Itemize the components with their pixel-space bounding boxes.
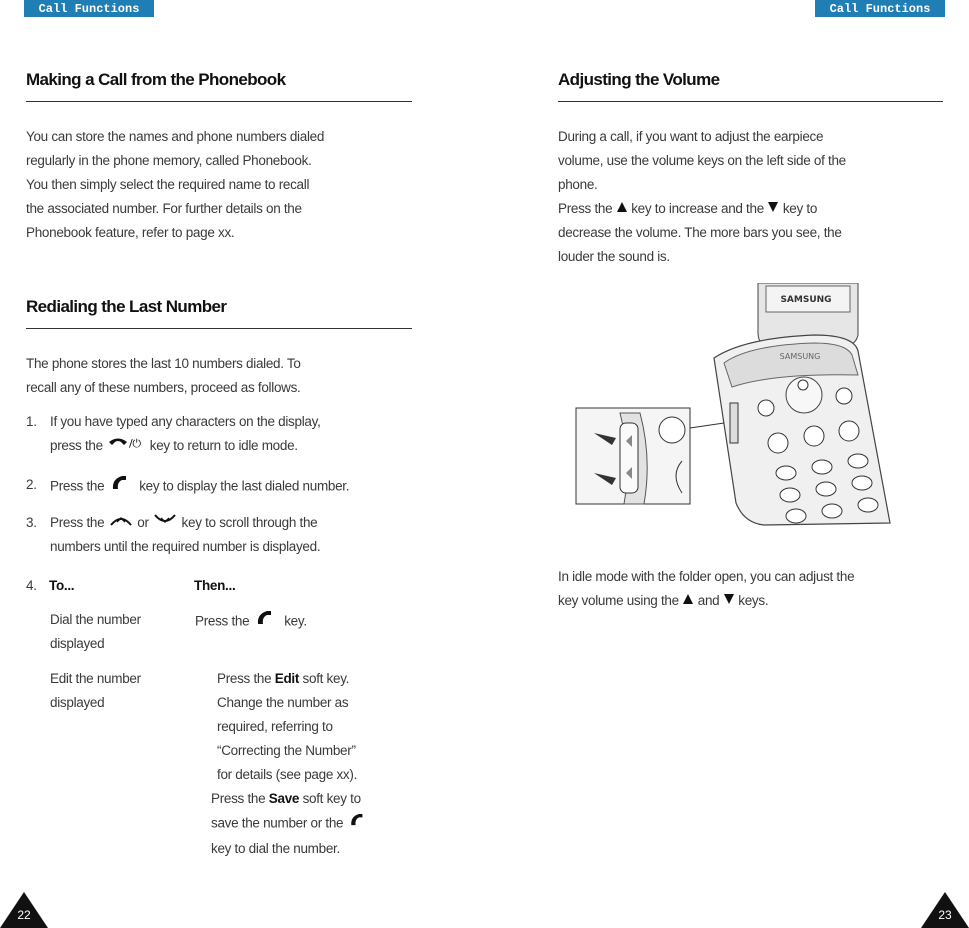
row2-then-c-pre: Press the xyxy=(211,791,266,806)
redialing-intro-line: recall any of these numbers, proceed as follows. xyxy=(26,380,301,395)
step-1 xyxy=(26,410,426,458)
step-1-post: key to return to idle mode. xyxy=(149,438,298,453)
idle-volume-text xyxy=(558,565,958,613)
volume-up-icon xyxy=(682,589,694,613)
row2-to-line: Edit the number xyxy=(50,671,141,686)
volume-down-icon xyxy=(767,197,779,221)
step-3 xyxy=(26,511,426,559)
navigation-down-key-icon xyxy=(152,511,178,535)
step-2-number: 2. xyxy=(26,477,37,492)
row2-then-c-post: soft key to xyxy=(302,791,361,806)
volume-title: Adjusting the Volume xyxy=(558,70,720,89)
redialing-intro-line: The phone stores the last 10 numbers dialed. To xyxy=(26,356,301,371)
volume-line4-mid: key to increase and the xyxy=(631,201,764,216)
redialing-title: Redialing the Last Number xyxy=(26,297,227,316)
making-call-line: regularly in the phone memory, called Phonebook. xyxy=(26,153,312,168)
step-1-line-a: If you have typed any characters on the display, xyxy=(50,414,321,429)
idle-line-1: In idle mode with the folder open, you can adjust the xyxy=(558,569,855,584)
volume-line: volume, use the volume keys on the left side of the xyxy=(558,153,846,168)
idle-line2-post: keys. xyxy=(738,593,769,608)
row1-to-line: displayed xyxy=(50,636,105,651)
step-2 xyxy=(26,473,426,501)
idle-line2-pre: key volume using the xyxy=(558,593,679,608)
row2-then-d-pre: save the number or the xyxy=(211,815,344,831)
making-call-title: Making a Call from the Phonebook xyxy=(26,70,286,89)
row1-to-line: Dial the number xyxy=(50,612,141,627)
step-4-row1-then xyxy=(195,608,307,636)
send-key-icon xyxy=(347,811,371,837)
step-1-number: 1. xyxy=(26,414,37,429)
step-3-line-2: numbers until the required number is displayed. xyxy=(50,539,321,555)
row2-then-b-line: required, referring to xyxy=(217,719,333,734)
step-4-col-then: Then... xyxy=(194,578,236,593)
row2-then-b-line: for details (see page xx). xyxy=(217,767,358,782)
volume-line4-post: key to xyxy=(782,201,818,216)
redialing-rule xyxy=(26,328,412,329)
step-1-pre: press the xyxy=(50,438,103,453)
step-2-pre: Press the xyxy=(50,478,105,494)
row2-then-e: key to dial the number. xyxy=(211,841,340,856)
volume-line: During a call, if you want to adjust the earpiece xyxy=(558,129,824,144)
navigation-up-key-icon xyxy=(108,511,134,535)
volume-line4-pre: Press the xyxy=(558,201,613,216)
edit-soft-key-label: Edit xyxy=(274,671,300,686)
step-4-row2-then-save xyxy=(211,787,371,861)
page-number-left: 22 xyxy=(17,908,31,922)
making-call-body xyxy=(26,125,426,245)
volume-body xyxy=(558,125,953,269)
step-4-number: 4. xyxy=(26,578,37,593)
volume-up-icon xyxy=(616,197,628,221)
svg-text:/⏻: /⏻ xyxy=(129,437,142,451)
phone-illustration xyxy=(574,283,894,528)
volume-line: decrease the volume. The more bars you see, the xyxy=(558,225,842,241)
making-call-line: Phonebook feature, refer to page xx. xyxy=(26,225,235,240)
row2-then-a-pre: Press the xyxy=(217,671,272,686)
redialing-intro xyxy=(26,352,426,400)
making-call-rule xyxy=(26,101,412,102)
making-call-line: the associated number. For further details on the xyxy=(26,201,302,216)
header-tab-right: Call Functions xyxy=(815,0,945,17)
row1-then-pre: Press the xyxy=(195,613,250,629)
step-2-post: key to display the last dialed number. xyxy=(139,478,350,494)
step-3-pre: Press the xyxy=(50,515,105,530)
volume-line: louder the sound is. xyxy=(558,249,670,265)
step-4-row2-then xyxy=(217,667,357,787)
making-call-line: You then simply select the required name to recall xyxy=(26,177,310,192)
volume-line-keys xyxy=(558,197,953,221)
phone-brand-top: SAMSUNG xyxy=(780,295,832,305)
send-key-icon xyxy=(253,608,281,636)
step-3-number: 3. xyxy=(26,515,37,530)
row2-to-line: displayed xyxy=(50,695,105,710)
step-4-row2-to xyxy=(50,667,141,715)
phone-brand-body: SAMSUNG xyxy=(779,352,821,361)
save-soft-key-label: Save xyxy=(268,791,300,806)
step-1-line-b xyxy=(50,434,426,458)
making-call-line: You can store the names and phone numbers dialed xyxy=(26,129,325,144)
row1-then-post: key. xyxy=(284,613,307,629)
step-4-col-to: To... xyxy=(49,578,75,593)
header-tab-left: Call Functions xyxy=(24,0,154,17)
step-4 xyxy=(26,574,426,864)
row2-then-a-post: soft key. xyxy=(302,671,350,686)
step-4-row1-to xyxy=(50,608,141,656)
page-number-right: 23 xyxy=(938,908,952,922)
row2-then-b-line: “Correcting the Number” xyxy=(217,743,356,758)
row2-then-b-line: Change the number as xyxy=(217,695,349,710)
volume-rule xyxy=(558,101,943,102)
idle-line-2 xyxy=(558,589,958,613)
end-power-key-icon xyxy=(106,434,146,458)
idle-line2-and: and xyxy=(697,593,720,608)
volume-line: phone. xyxy=(558,177,598,192)
send-key-icon xyxy=(108,473,136,501)
volume-down-icon xyxy=(723,589,735,613)
step-3-or: or xyxy=(137,515,149,530)
step-3-post: key to scroll through the xyxy=(181,515,318,530)
